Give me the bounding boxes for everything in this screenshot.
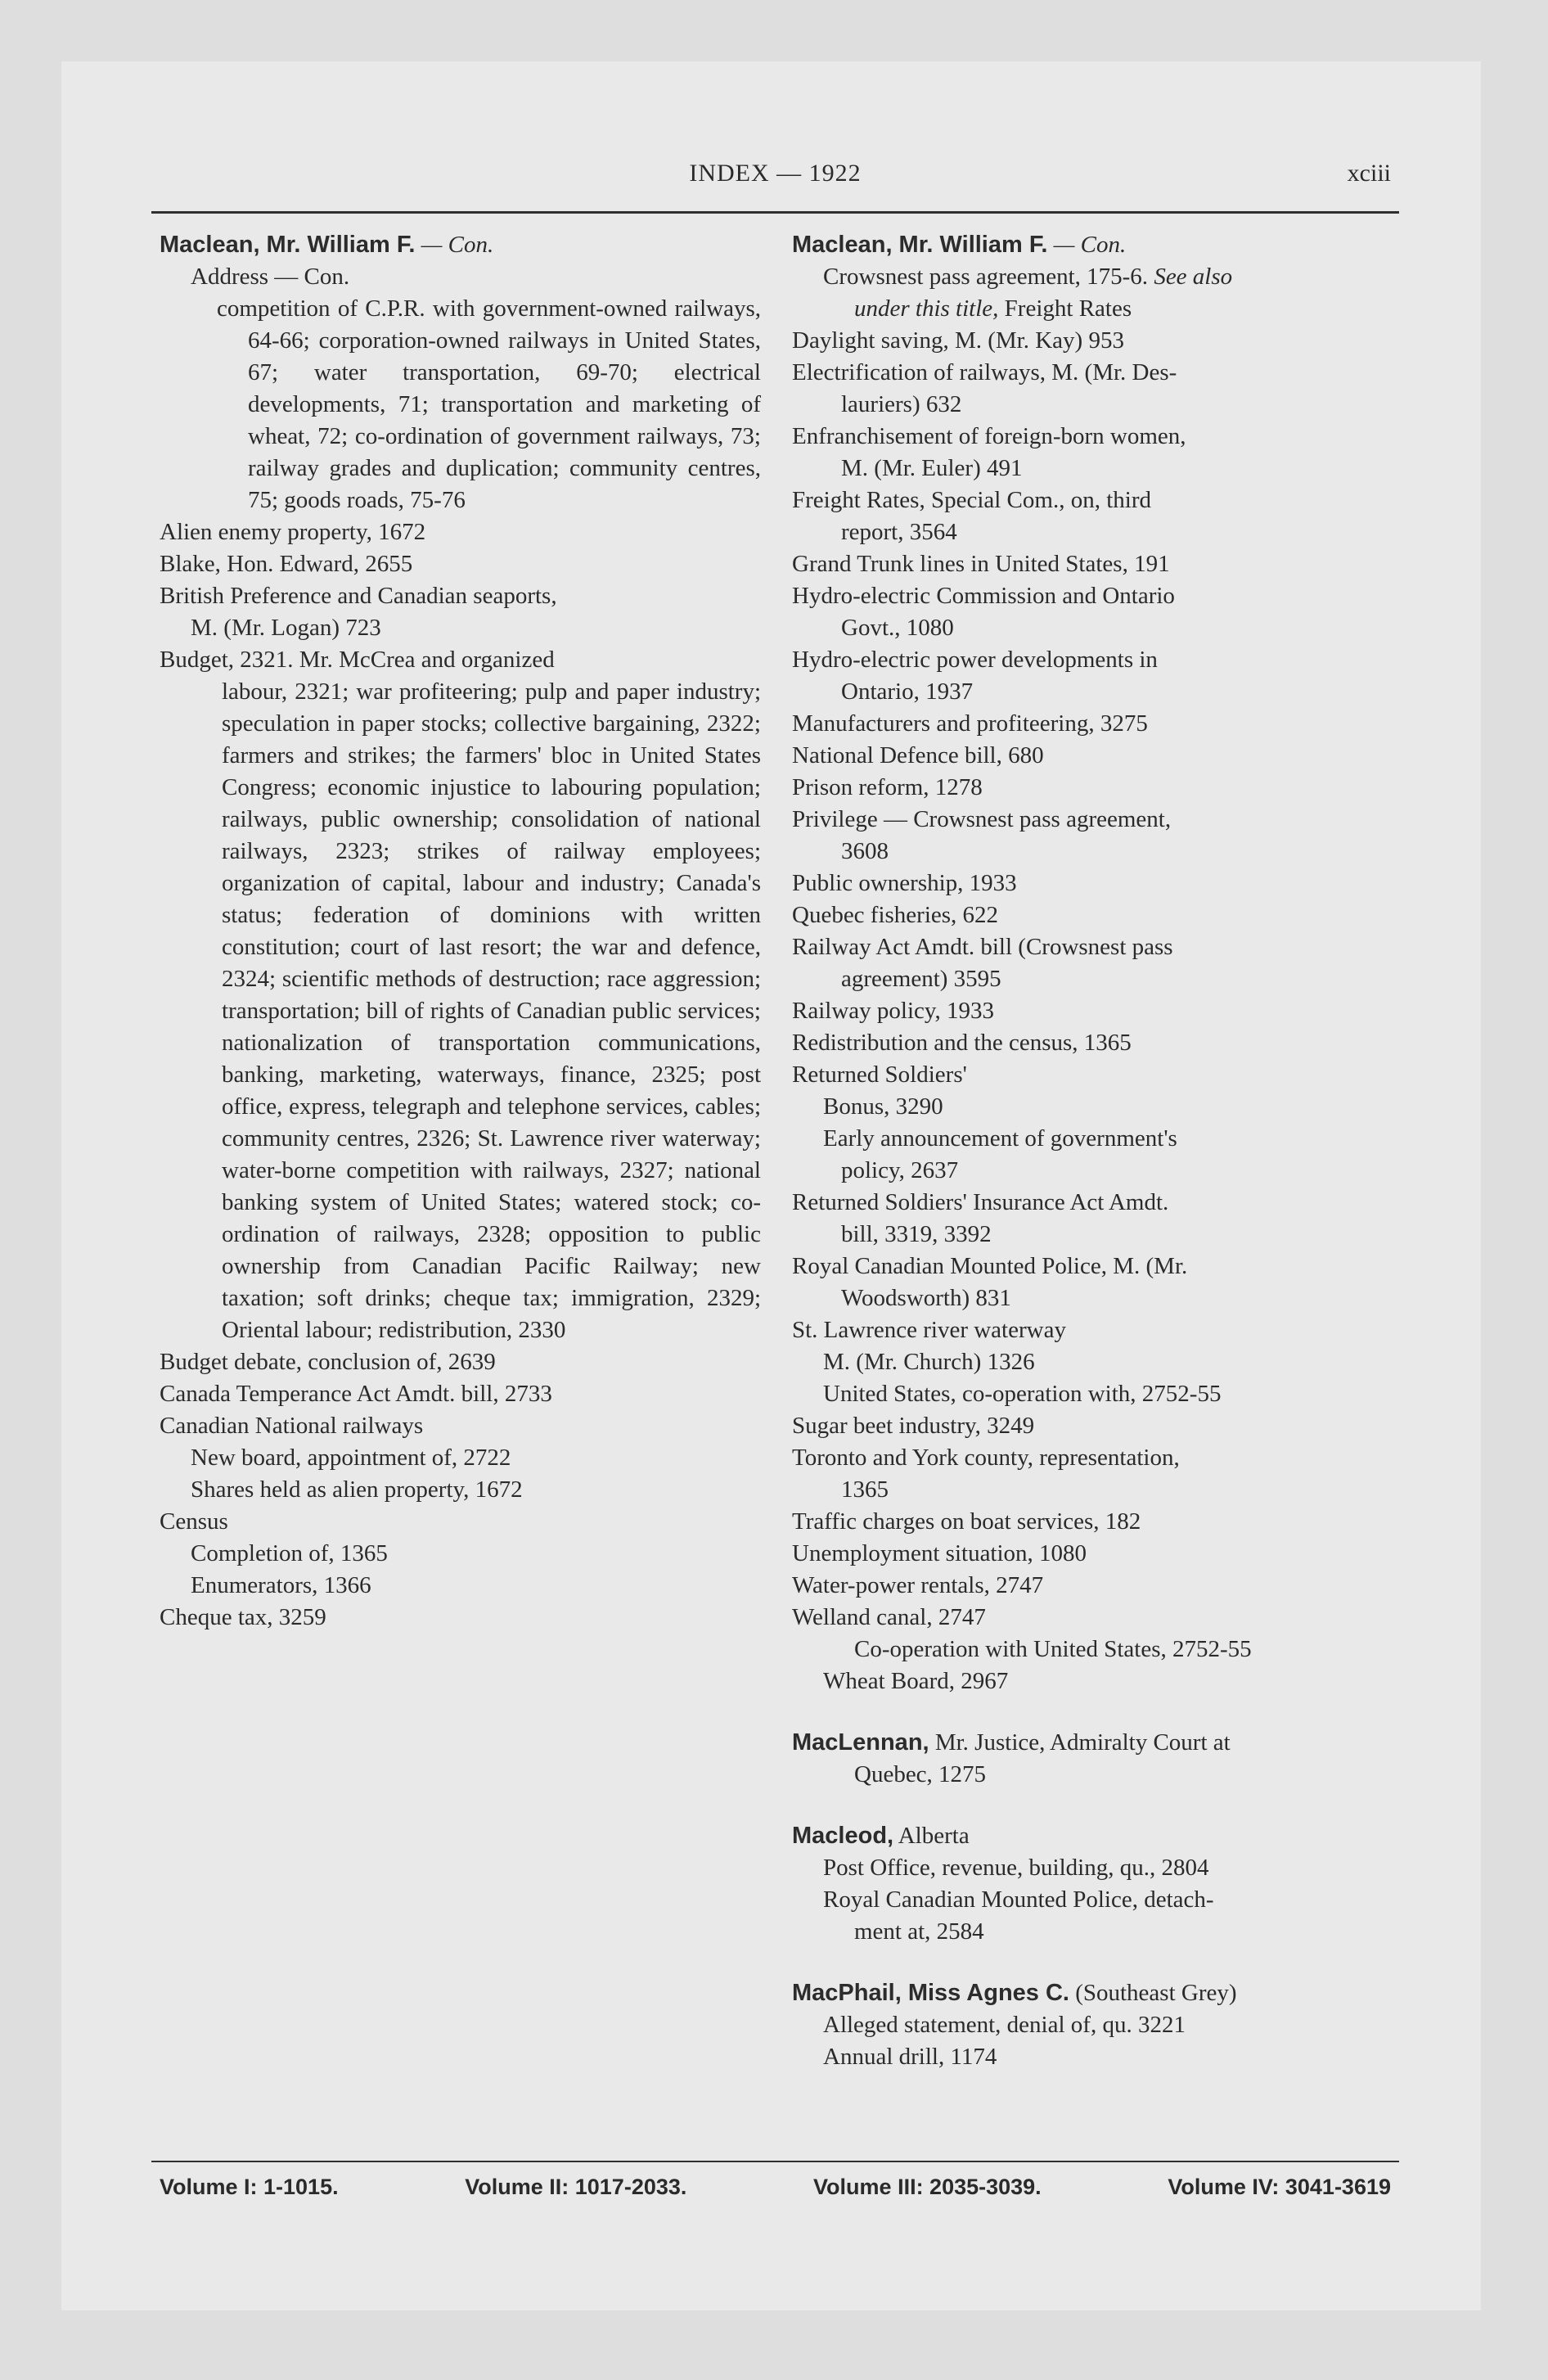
index-entry-cont: bill, 3319, 3392 [841, 1221, 992, 1247]
macphail-sub [792, 2009, 1393, 2073]
footer-rule [151, 2161, 1399, 2162]
index-entry: Enumerators, 1366 [191, 1572, 371, 1598]
entry-budget-first: Budget, 2321. Mr. McCrea and organized [160, 647, 555, 673]
index-entry: Hydro-electric power developments in [792, 647, 1158, 673]
entry-crowsnest-cont: under this title, Freight Rates [854, 295, 1132, 322]
index-entry-cont: policy, 2637 [841, 1157, 959, 1183]
entry-heading: Maclean, Mr. William F. — Con. [160, 232, 494, 258]
entry-macphail: MacPhail, Miss Agnes C. (Southeast Grey) [792, 1980, 1237, 2006]
right-entries-c [792, 1410, 1393, 1634]
index-entry: Census [160, 1508, 228, 1535]
left-entries-2 [160, 1346, 761, 1634]
entry-wheat: Wheat Board, 2967 [823, 1668, 1009, 1694]
page-title: INDEX — 1922 [689, 160, 862, 187]
index-entry-cont: ment at, 2584 [854, 1918, 984, 1945]
volume-1: Volume I: 1-1015. [160, 2175, 339, 2199]
volume-3: Volume III: 2035-3039. [813, 2175, 1042, 2199]
index-entry: Daylight saving, M. (Mr. Kay) 953 [792, 327, 1124, 354]
index-entry: Enfranchisement of foreign-born women, [792, 423, 1186, 449]
index-entry: Cheque tax, 3259 [160, 1604, 326, 1630]
page-header [160, 160, 1391, 192]
index-entry: Welland canal, 2747 [792, 1604, 986, 1630]
index-entry-cont: M. (Mr. Logan) 723 [191, 615, 381, 641]
index-entry: Railway Act Amdt. bill (Crowsnest pass [792, 934, 1173, 960]
index-entry: Bonus, 3290 [823, 1093, 943, 1120]
index-entry: Toronto and York county, representation, [792, 1445, 1180, 1471]
stlaw-sub [792, 1346, 1393, 1410]
index-entry: British Preference and Canadian seaports, [160, 583, 557, 609]
index-entry: St. Lawrence river waterway [792, 1317, 1066, 1343]
volume-footer [160, 2175, 1391, 2200]
index-entry: New board, appointment of, 2722 [191, 1445, 511, 1471]
index-entry: Post Office, revenue, building, qu., 2804 [823, 1855, 1209, 1881]
volume-4: Volume IV: 3041-3619 [1168, 2175, 1391, 2199]
entry-maclennan-cont: Quebec, 1275 [854, 1761, 987, 1787]
index-entry: Freight Rates, Special Com., on, third [792, 487, 1151, 513]
index-entry: Sugar beet industry, 3249 [792, 1413, 1035, 1439]
index-entry: Canadian National railways [160, 1413, 424, 1439]
index-entry: Electrification of railways, M. (Mr. Des- [792, 359, 1177, 385]
left-entries [160, 516, 761, 644]
index-entry: Completion of, 1365 [191, 1540, 388, 1566]
index-entry-cont: 1365 [841, 1476, 889, 1503]
entry-maclennan: MacLennan, Mr. Justice, Admiralty Court at [792, 1729, 1231, 1756]
index-entry: Blake, Hon. Edward, 2655 [160, 551, 413, 577]
right-entries-b [792, 1187, 1393, 1346]
index-entry: Grand Trunk lines in United States, 191 [792, 551, 1170, 577]
entry-address-text: competition of C.P.R. with government-owned railways, 64-66; corporation-owned railways in United States, 67; water transportation, 69-70; electrical developments, 71; transportation and marketing of wheat, 72; co-ordination of government railways, 73; railway grades and duplication; community centres, 75; goods roads, 75-76 [217, 295, 761, 513]
right-column [792, 229, 1393, 2073]
header-rule [151, 211, 1399, 214]
index-entry: Quebec fisheries, 622 [792, 902, 999, 928]
index-entry: Hydro-electric Commission and Ontario [792, 583, 1175, 609]
index-entry: Royal Canadian Mounted Police, M. (Mr. [792, 1253, 1188, 1279]
index-entry: United States, co-operation with, 2752-55 [823, 1381, 1222, 1407]
page-number: xciii [1347, 160, 1391, 187]
index-entry: Royal Canadian Mounted Police, detach- [823, 1886, 1214, 1913]
entry-heading: Maclean, Mr. William F. — Con. [792, 232, 1127, 258]
index-entry: Prison reform, 1278 [792, 774, 983, 800]
index-entry: Redistribution and the census, 1365 [792, 1030, 1132, 1056]
entry-sub: Address — Con. [191, 264, 350, 290]
index-entry: Public ownership, 1933 [792, 870, 1017, 896]
index-entry: Returned Soldiers' Insurance Act Amdt. [792, 1189, 1169, 1215]
right-entries [792, 325, 1393, 1091]
index-entry: Privilege — Crowsnest pass agreement, [792, 806, 1172, 832]
index-entry: Alien enemy property, 1672 [160, 519, 426, 545]
index-entry: Water-power rentals, 2747 [792, 1572, 1044, 1598]
index-entry: Returned Soldiers' [792, 1062, 967, 1088]
entry-crowsnest: Crowsnest pass agreement, 175-6. See also [823, 264, 1233, 290]
volume-2: Volume II: 1017-2033. [465, 2175, 687, 2199]
index-entry: Canada Temperance Act Amdt. bill, 2733 [160, 1381, 552, 1407]
index-entry-cont: M. (Mr. Euler) 491 [841, 455, 1023, 481]
index-entry: Unemployment situation, 1080 [792, 1540, 1087, 1566]
entry-macleod: Macleod, Alberta [792, 1823, 970, 1849]
index-entry: Annual drill, 1174 [823, 2044, 997, 2070]
index-entry-cont: 3608 [841, 838, 889, 864]
index-entry: M. (Mr. Church) 1326 [823, 1349, 1035, 1375]
index-entry: Early announcement of government's [823, 1125, 1177, 1152]
page [61, 61, 1481, 2310]
left-column [160, 229, 761, 1634]
index-entry-cont: agreement) 3595 [841, 966, 1001, 992]
index-entry-cont: lauriers) 632 [841, 391, 962, 417]
index-entry-cont: report, 3564 [841, 519, 957, 545]
index-entry: Budget debate, conclusion of, 2639 [160, 1349, 496, 1375]
entry-budget-text: labour, 2321; war profiteering; pulp and paper industry; speculation in paper stocks; collective bargaining, 2322; farmers and strikes; the farmers' bloc in United States Congress; economic injustice to labouring population; railways, public ownership; consolidation of national railways, 2323; strikes of railway employees; organization of capital, labour and industry; Canada's status; federation of dominions with written constitution; court of last resort; the war and defence, 2324; scientific methods of destruction; race aggression; transportation; bill of rights of Canadian public services; nationalization of transportation communications, banking, marketing, waterways, finance, 2325; post office, express, telegraph and telephone services, cables; community centres, 2326; St. Lawrence river waterway; water-borne competition with railways, 2327; national banking system of United States; watered stock; co-ordination of railways, 2328; opposition to public ownership from Canadian Pacific Railway; new taxation; soft drinks; cheque tax; immigration, 2329; Oriental labour; redistribution, 2330 [222, 678, 761, 1343]
index-entry: Railway policy, 1933 [792, 998, 994, 1024]
index-entry: National Defence bill, 680 [792, 742, 1044, 769]
returned-sub [792, 1091, 1393, 1187]
index-entry: Manufacturers and profiteering, 3275 [792, 710, 1148, 737]
entry-welland-sub: Co-operation with United States, 2752-55 [854, 1636, 1252, 1662]
index-entry: Alleged statement, denial of, qu. 3221 [823, 2012, 1186, 2038]
macleod-sub [792, 1852, 1393, 1948]
index-entry-cont: Woodsworth) 831 [841, 1285, 1011, 1311]
index-entry: Traffic charges on boat services, 182 [792, 1508, 1141, 1535]
index-entry: Shares held as alien property, 1672 [191, 1476, 523, 1503]
index-entry-cont: Govt., 1080 [841, 615, 954, 641]
index-entry-cont: Ontario, 1937 [841, 678, 974, 705]
